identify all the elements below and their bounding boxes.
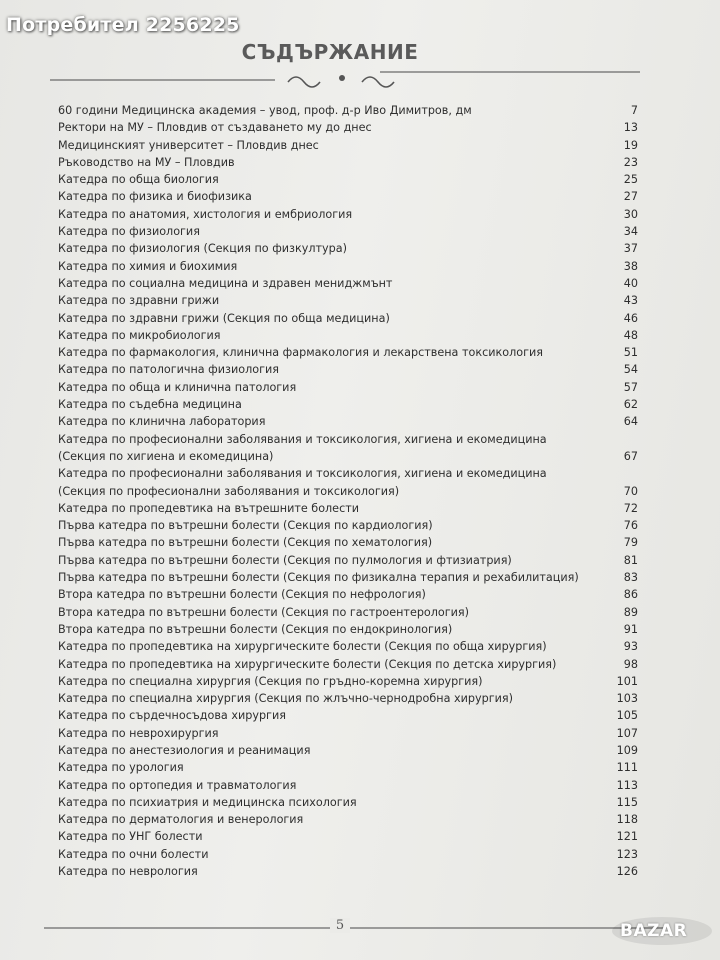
toc-entry-page: 13	[623, 121, 638, 135]
toc-entry-title: Катедра по патологична физиология	[58, 363, 279, 377]
toc-entry-title: Катедра по специална хирургия (Секция по жлъчно-чернодробна хирургия)	[58, 692, 513, 706]
toc-entry-page: 91	[623, 622, 638, 636]
toc-entry-page: 98	[623, 657, 638, 671]
toc-entry-page: 7	[630, 104, 638, 117]
toc-entry	[58, 431, 638, 466]
toc-entry	[58, 742, 638, 759]
toc-entry	[58, 188, 638, 205]
toc-entry-page: 23	[623, 155, 638, 169]
toc-entry	[58, 223, 638, 240]
toc-entry-title: 60 години Медицинска академия – увод, проф. д-р Иво Димитров, дм	[58, 104, 472, 117]
toc-entry-page: 83	[623, 571, 638, 585]
toc-entry-page: 103	[616, 692, 638, 706]
toc-entry	[58, 292, 638, 309]
toc-entry-page: 123	[616, 847, 638, 861]
toc-entry-page: 46	[623, 311, 638, 325]
toc-entry-title: Катедра по ортопедия и травматология	[58, 778, 297, 792]
toc-entry	[58, 777, 638, 794]
toc-entry-page: 38	[623, 259, 638, 273]
toc-entry-title: Катедра по обща биология	[58, 173, 219, 187]
toc-entry	[58, 327, 638, 344]
toc-entry-page: 79	[623, 536, 638, 550]
toc-entry	[58, 846, 638, 863]
toc-entry	[58, 119, 638, 136]
toc-entry-title: Катедра по физиология	[58, 225, 200, 239]
toc-entry-page: 51	[623, 346, 638, 360]
toc-entry	[58, 413, 638, 430]
toc-entry-page: 105	[616, 709, 638, 723]
toc-entry-title: Първа катедра по вътрешни болести (Секция по кардиология)	[58, 519, 433, 533]
toc-entry	[58, 586, 638, 603]
page-number: 5	[330, 918, 350, 933]
user-watermark: Потребител 2256225	[6, 14, 240, 36]
toc-entry	[58, 154, 638, 171]
toc-entry	[58, 206, 638, 223]
toc-entry-page: 40	[623, 276, 638, 290]
toc-entry-page: 37	[623, 242, 638, 256]
toc-entry-title: Катедра по психиатрия и медицинска психология	[58, 795, 357, 809]
toc-entry-title: Катедра по урология	[58, 761, 184, 775]
toc-entry-page: 121	[616, 830, 638, 844]
toc-entry-title: Катедра по сърдечносъдова хирургия	[58, 709, 286, 723]
toc-entry	[58, 638, 638, 655]
toc-entry-page: 72	[623, 501, 638, 515]
toc-entry-page: 115	[616, 795, 638, 809]
toc-entry-page: 101	[616, 674, 638, 688]
toc-entry	[58, 102, 638, 119]
toc-entry-title: Катедра по физика и биофизика	[58, 190, 252, 204]
toc-entry-page: 43	[623, 294, 638, 308]
toc-entry-page: 113	[616, 778, 638, 792]
toc-entry-title: Катедра по неврохирургия	[58, 726, 219, 740]
toc-entry-title: Катедра по микробиология	[58, 328, 221, 342]
toc-entry	[58, 725, 638, 742]
toc-entry-title: Катедра по професионални заболявания и токсикология, хигиена и екомедицина	[58, 467, 547, 481]
toc-entry	[58, 310, 638, 327]
toc-entry	[58, 534, 638, 551]
toc-entry	[58, 863, 638, 880]
toc-entry	[58, 673, 638, 690]
toc-entry	[58, 396, 638, 413]
toc-entry-page: 93	[623, 640, 638, 654]
toc-entry-title: Първа катедра по вътрешни болести (Секция по хематология)	[58, 536, 433, 550]
toc-entry-title: Медицинският университет – Пловдив днес	[58, 138, 319, 152]
toc-entry	[58, 621, 638, 638]
toc-entry	[58, 171, 638, 188]
toc-entry	[58, 379, 638, 396]
toc-entry-page: 62	[623, 398, 638, 412]
toc-entry	[58, 465, 638, 500]
toc-entry-title: Втора катедра по вътрешни болести (Секция по ендокринология)	[58, 622, 453, 636]
toc-entry-title: Първа катедра по вътрешни болести (Секция по физикална терапия и рехабилитация)	[58, 571, 579, 585]
toc-entry-title: Катедра по клинична лаборатория	[58, 415, 266, 429]
toc-entry-title: Катедра по химия и биохимия	[58, 259, 238, 273]
toc-entry	[58, 258, 638, 275]
toc-entry-page: 76	[623, 519, 638, 533]
toc-entry-title: Първа катедра по вътрешни болести (Секция по пулмология и фтизиатрия)	[58, 553, 512, 567]
toc-entry-title: Катедра по съдебна медицина	[58, 398, 242, 412]
toc-entry-page: 118	[616, 813, 638, 827]
toc-entry-title: Катедра по здравни грижи (Секция по обща медицина)	[58, 311, 390, 325]
toc-entry-page: 27	[623, 190, 638, 204]
toc-entry-page: 30	[623, 207, 638, 221]
toc-entry-title: Ръководство на МУ – Пловдив	[58, 155, 235, 169]
toc-entry-subtitle: (Секция по професионални заболявания и токсикология)	[58, 484, 400, 498]
toc-entry-page: 70	[623, 484, 638, 498]
toc-entry	[58, 656, 638, 673]
ornament-divider	[50, 68, 640, 92]
toc-entry-title: Ректори на МУ – Пловдив от създаването му до днес	[58, 121, 372, 135]
toc-entry-title: Катедра по анестезиология и реанимация	[58, 743, 311, 757]
footer-rule	[44, 918, 664, 938]
toc-entry-title: Катедра по професионални заболявания и токсикология, хигиена и екомедицина	[58, 432, 547, 446]
toc-entry	[58, 361, 638, 378]
toc-entry	[58, 344, 638, 361]
toc-entry-title: Катедра по пропедевтика на вътрешните болести	[58, 501, 360, 515]
toc-entry-page: 19	[623, 138, 638, 152]
toc-entry-title: Катедра по физиология (Секция по физкултура)	[58, 242, 347, 256]
toc-entry-title: Катедра по пропедевтика на хирургическите болести (Секция по обща хирургия)	[58, 640, 547, 654]
toc-entry	[58, 811, 638, 828]
toc-entry	[58, 552, 638, 569]
toc-entry-title: Катедра по дерматология и венерология	[58, 813, 304, 827]
toc-entry-page: 89	[623, 605, 638, 619]
toc-entry-title: Втора катедра по вътрешни болести (Секция по нефрология)	[58, 588, 426, 602]
toc-entry-title: Катедра по фармакология, клинична фармакология и лекарствена токсикология	[58, 346, 543, 360]
bazar-logo-text: BAZAR	[620, 921, 688, 941]
toc-entry-subtitle: (Секция по хигиена и екомедицина)	[58, 449, 274, 463]
toc-entry	[58, 137, 638, 154]
toc-entry-page: 64	[623, 415, 638, 429]
toc-entry-page: 86	[623, 588, 638, 602]
toc-entry-page: 109	[616, 743, 638, 757]
toc-entry	[58, 690, 638, 707]
toc-entry	[58, 828, 638, 845]
toc-entry-page: 111	[616, 761, 638, 775]
toc-entry-title: Катедра по социална медицина и здравен мениджмънт	[58, 276, 393, 290]
toc-entry-title: Катедра по здравни грижи	[58, 294, 220, 308]
toc-entry-title: Катедра по неврология	[58, 865, 198, 879]
toc-entry-title: Катедра по анатомия, хистология и ембриология	[58, 207, 353, 221]
toc-entry	[58, 759, 638, 776]
toc-entry-page: 48	[623, 328, 638, 342]
toc-entry-page: 81	[623, 553, 638, 567]
toc-entry	[58, 604, 638, 621]
toc-entry-page: 126	[616, 865, 638, 879]
toc-entry	[58, 794, 638, 811]
toc-entry-title: Катедра по УНГ болести	[58, 830, 203, 844]
toc-entry	[58, 517, 638, 534]
toc-entry-page: 67	[623, 449, 638, 463]
toc-entry-page: 107	[616, 726, 638, 740]
toc-entry-title: Катедра по очни болести	[58, 847, 209, 861]
toc-entry	[58, 240, 638, 257]
toc-entry	[58, 275, 638, 292]
page-title: СЪДЪРЖАНИЕ	[241, 40, 419, 64]
toc-entry-page: 57	[623, 380, 638, 394]
toc-entry-page: 25	[623, 173, 638, 187]
toc-entry-title: Катедра по обща и клинична патология	[58, 380, 297, 394]
toc-entry-title: Катедра по специална хирургия (Секция по гръдно-коремна хирургия)	[58, 674, 483, 688]
toc-entry	[58, 569, 638, 586]
toc-entry	[58, 500, 638, 517]
toc-entry-title: Втора катедра по вътрешни болести (Секция по гастроентерология)	[58, 605, 470, 619]
toc-entry-title: Катедра по пропедевтика на хирургическите болести (Секция по детска хирургия)	[58, 657, 557, 671]
table-of-contents	[58, 102, 638, 880]
toc-entry-page: 34	[623, 225, 638, 239]
toc-entry-page: 54	[623, 363, 638, 377]
toc-entry	[58, 707, 638, 724]
